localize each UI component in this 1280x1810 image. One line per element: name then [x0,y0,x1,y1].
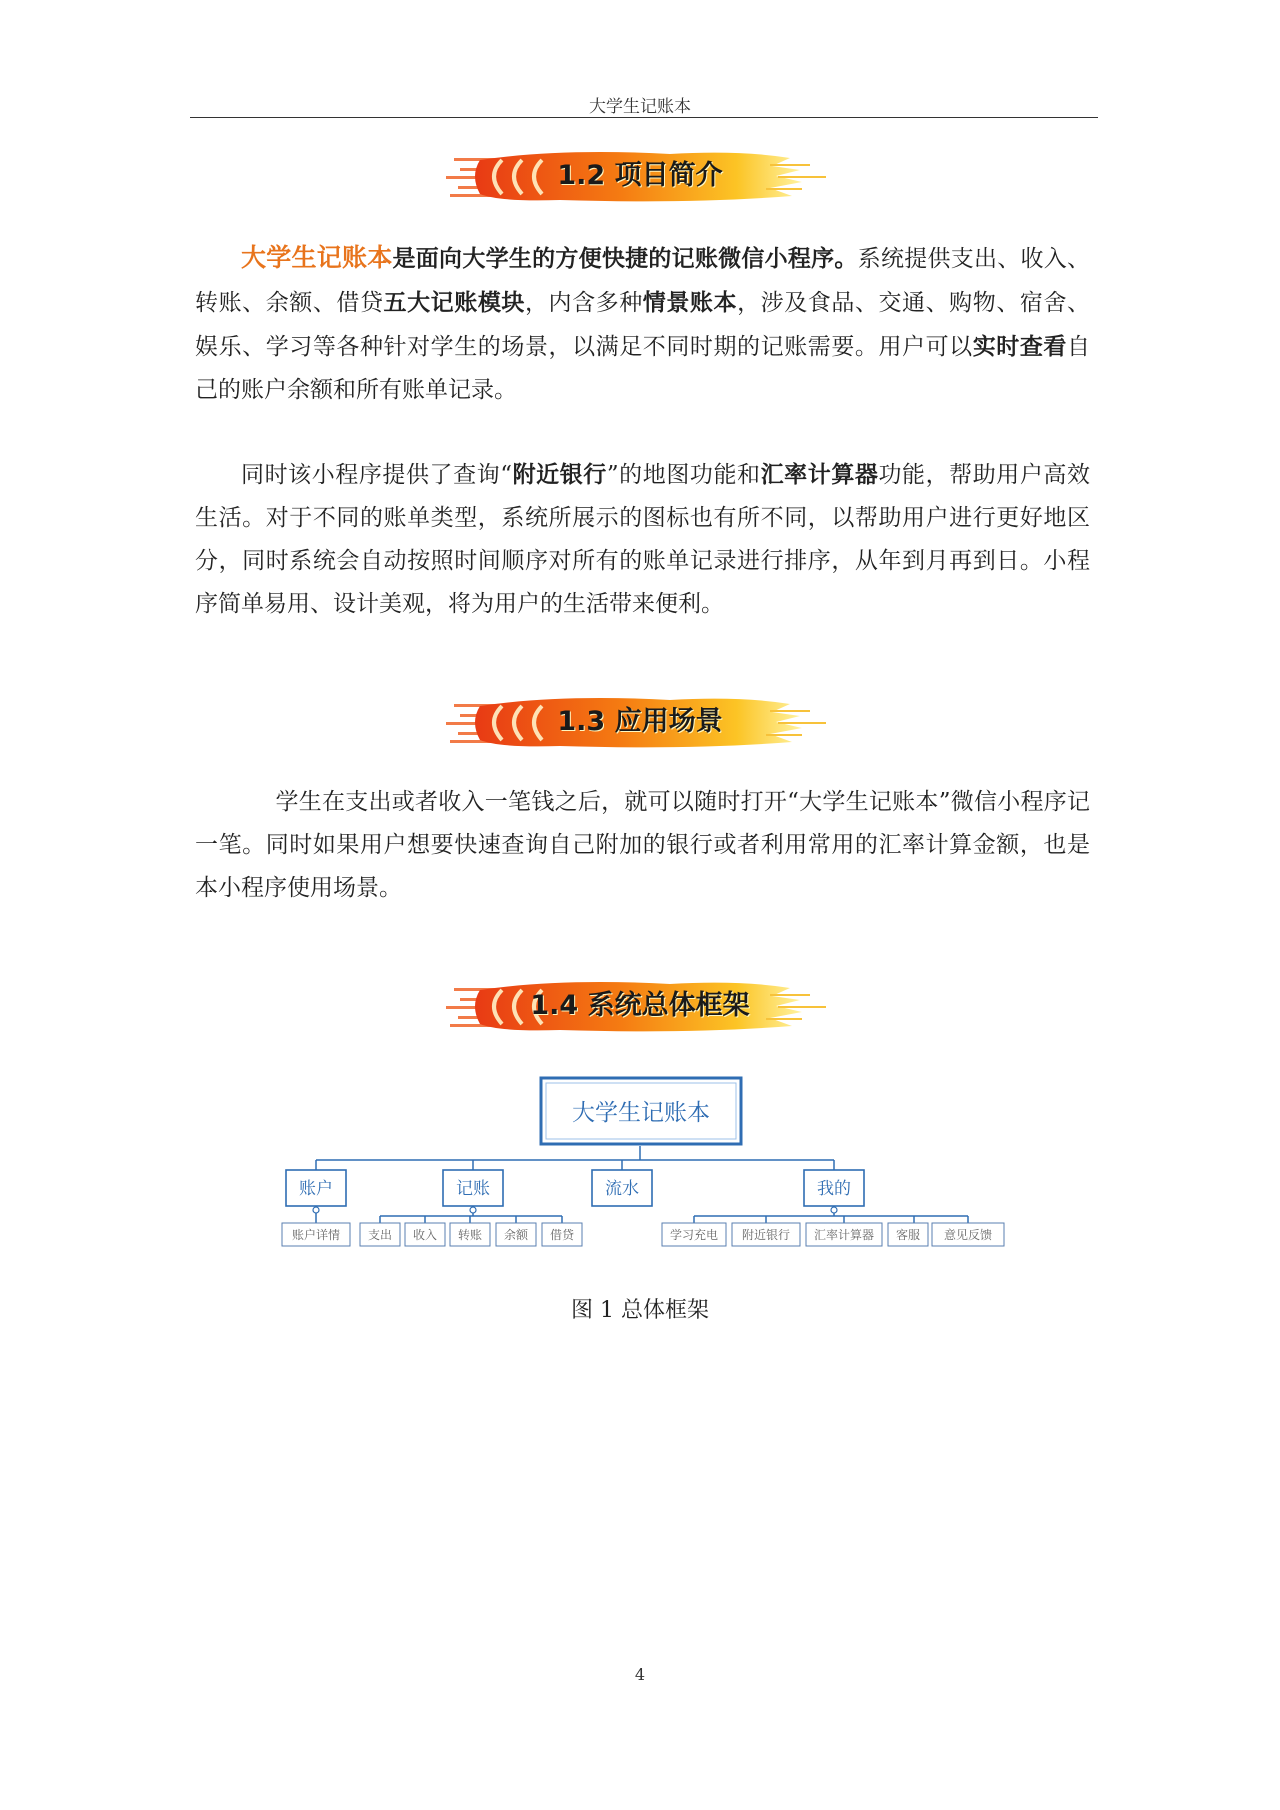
svg-text:转账: 转账 [457,1228,483,1242]
section-banner-1-3 [440,692,840,752]
bold-text: 是面向大学生的方便快捷的记账微信小程序。 [392,245,858,272]
connector-dots [313,1207,837,1213]
leaf-node [806,1223,882,1246]
svg-text:汇率计算器: 汇率计算器 [813,1228,875,1242]
bold-text: 五大记账模块 [383,289,525,316]
leaf-node [888,1223,928,1246]
framework-diagram [270,1070,1010,1260]
paragraph-text: 自己的账户余额和所有账单记录。 [195,334,1091,403]
bold-text: 情景账本 [642,289,738,316]
page-number: 4 [634,1665,646,1684]
leaf-nodes [282,1223,1004,1246]
diagram-root-node [541,1078,741,1144]
page-header: 大学生记账本 [589,97,691,117]
branch-node-flow [592,1170,652,1206]
leaf-node [450,1223,490,1246]
svg-text:意见反馈: 意见反馈 [943,1228,993,1242]
branch-label: 记账 [456,1179,490,1199]
svg-text:账户详情: 账户详情 [291,1228,341,1242]
leaf-node [732,1223,800,1246]
bold-text: 汇率计算器 [760,461,879,488]
branch-label: 流水 [605,1179,639,1199]
scenario-paragraph [195,781,1090,910]
leaf-node [360,1223,400,1246]
svg-text:附近银行: 附近银行 [741,1228,791,1242]
paragraph-text: 同时该小程序提供了查询“ [241,462,513,488]
branch-label: 我的 [817,1179,851,1199]
branch-node-account [286,1170,346,1206]
svg-text:客服: 客服 [895,1228,921,1242]
leaf-node [542,1223,582,1246]
paragraph-text: ，内含多种 [524,290,643,316]
svg-text:学习充电: 学习充电 [669,1228,719,1242]
svg-text:借贷: 借贷 [549,1228,575,1242]
leaf-node [932,1223,1004,1246]
svg-text:余额: 余额 [503,1228,529,1242]
leaf-node [282,1223,350,1246]
bold-text: 实时查看 [972,333,1068,360]
paragraph-text: ”的地图功能和 [606,462,761,488]
leaf-node [405,1223,445,1246]
app-name-highlight: 大学生记账本 [241,243,393,272]
section-heading: 1.2 项目简介 [557,160,723,191]
intro-paragraph-1 [195,236,1090,412]
branch-node-bookkeeping [443,1170,503,1206]
section-banner-1-2 [440,146,840,206]
svg-text:支出: 支出 [367,1228,393,1242]
section-banner-1-4 [440,976,840,1036]
branch-node-mine [804,1170,864,1206]
section-heading: 1.3 应用场景 [557,706,723,737]
root-label: 大学生记账本 [572,1100,710,1126]
header-rule [190,117,1098,118]
branch-label: 账户 [299,1179,333,1199]
paragraph-text: 学生在支出或者收入一笔钱之后，就可以随时打开“大学生记账本”微信小程序记一笔。同时如果用户想要快速查询自己附加的银行或者利用常用的汇率计算金额，也是本小程序使用场景。 [195,789,1090,901]
leaf-node [496,1223,536,1246]
figure-caption: 图 1 总体框架 [571,1298,709,1323]
paragraph-text: 功能，帮助用户高效生活。对于不同的账单类型，系统所展示的图标也有所不同，以帮助用户进行更好地区分，同时系统会自动按照时间顺序对所有的账单记录进行排序，从年到月再到日。小程序简单易用、设计美观，将为用户的生活带来便利。 [195,462,1091,617]
paragraph-text: ，涉及食品、交通、购物、宿舍、娱乐、学习等各种针对学生的场景，以满足不同时期的记账需要。用户可以 [195,290,1091,360]
paragraph-text: 系统提供支出、收入、转账、余额、借贷 [195,246,1090,316]
bold-text: 附近银行 [512,461,607,488]
svg-text:收入: 收入 [412,1228,438,1242]
intro-paragraph-2 [195,453,1090,626]
section-heading: 1.4 系统总体框架 [530,990,750,1021]
leaf-node [662,1223,726,1246]
